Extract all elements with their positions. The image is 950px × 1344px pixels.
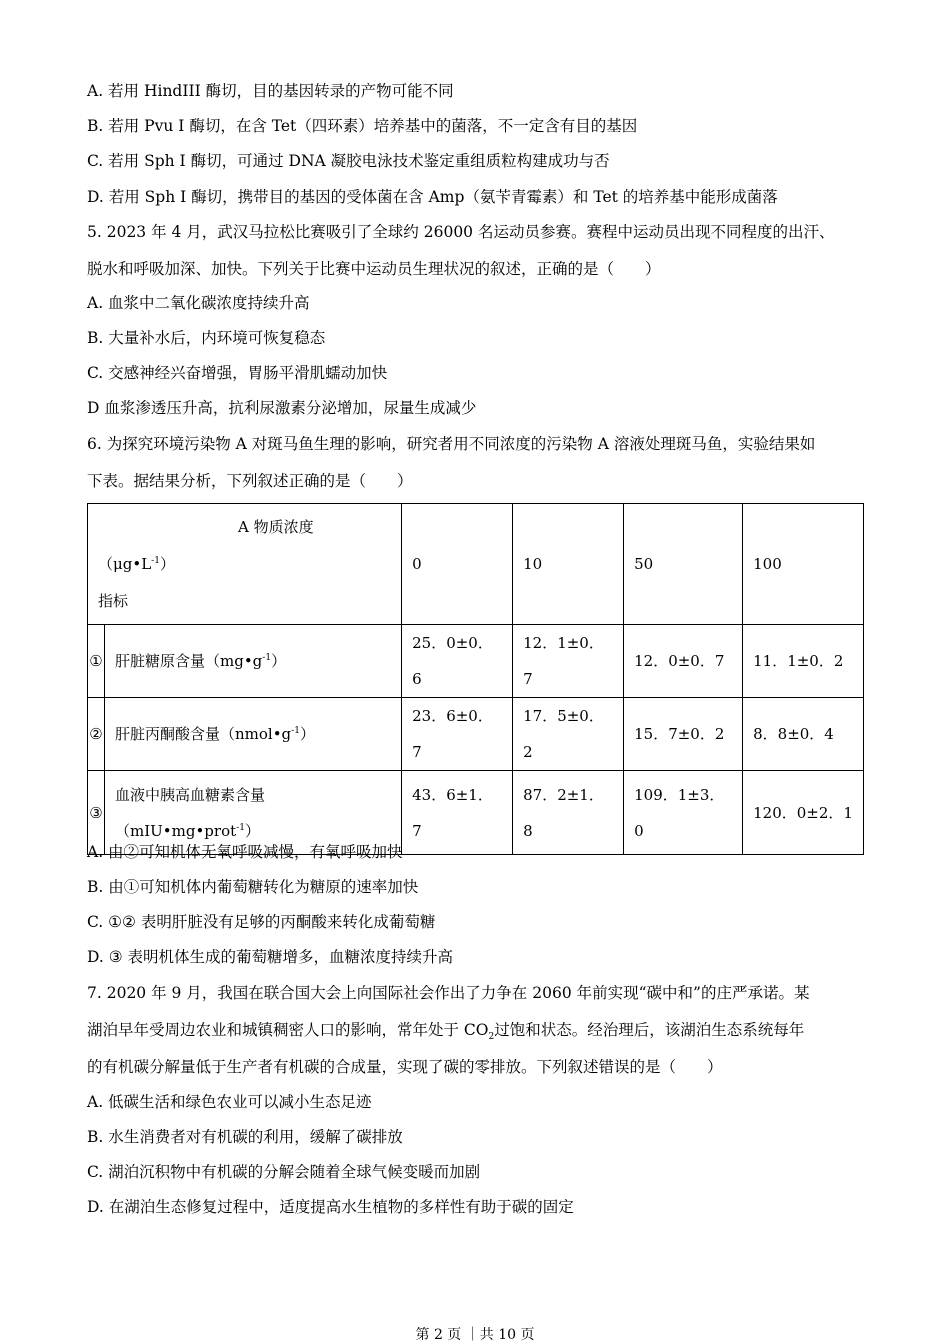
q6-option-d: D. ③ 表明机体生成的葡萄糖增多，血糖浓度持续升高	[87, 948, 454, 966]
q7-option-d: D. 在湖泊生态修复过程中，适度提高水生植物的多样性有助于碳的固定	[87, 1198, 574, 1216]
q6-option-b: B. 由①可知机体内葡萄糖转化为糖原的速率加快	[87, 878, 419, 896]
row-indicator: 血液中胰高血糖素含量 （mIU•mg•prot$^{-1}$）	[105, 771, 402, 855]
q4-option-a: A. 若用 HindIII 酶切，目的基因转录的产物可能不同	[87, 82, 454, 100]
row-indicator: 肝脏糖原含量$(mg•g^{-1})$	[105, 625, 402, 698]
row-number: ①	[88, 625, 105, 698]
header-indicator: 指标	[98, 591, 129, 610]
q5-stem-line2: 脱水和呼吸加深、加快。下列关于比赛中运动员生理状况的叙述，正确的是（ ）	[87, 260, 661, 278]
q4-option-b: B. 若用 Pvu Ⅰ 酶切，在含 Tet（四环素）培养基中的菌落，不一定含有目的基因	[87, 117, 638, 135]
header-title: A 物质浓度	[238, 517, 314, 536]
cell-value: 12．1±0．7	[513, 625, 624, 698]
row-number: ②	[88, 698, 105, 771]
q5-option-d: D 血浆渗透压升高，抗利尿激素分泌增加，尿量生成减少	[87, 399, 477, 417]
cell-value: 11．1±0．2	[743, 625, 864, 698]
table-row	[88, 698, 864, 771]
row-indicator: 肝脏丙酮酸含量$(nmol•g^{-1})$	[105, 698, 402, 771]
q7-stem-line2: 湖泊早年受周边农业和城镇稠密人口的影响，常年处于 $CO_2$过饱和状态。经治理后，该湖泊生态系统每年	[87, 1021, 805, 1043]
cell-value: 109．1±3．0	[624, 771, 743, 855]
q7-stem-line3: 的有机碳分解量低于生产者有机碳的合成量，实现了碳的零排放。下列叙述错误的是（ ）	[87, 1058, 723, 1076]
cell-value: 25．0±0．6	[402, 625, 513, 698]
q4-option-c: C. 若用 Sph Ⅰ 酶切，可通过 DNA 凝胶电泳技术鉴定重组质粒构建成功与否	[87, 152, 610, 170]
header-conc-0: 0	[402, 504, 513, 625]
q5-option-b: B. 大量补水后，内环境可恢复稳态	[87, 329, 326, 347]
header-conc-50: 50	[624, 504, 743, 625]
cell-value: 15．7±0．2	[624, 698, 743, 771]
cell-value: 23．6±0．7	[402, 698, 513, 771]
header-conc-100: 100	[743, 504, 864, 625]
table-header-row	[88, 504, 864, 625]
q6-option-c: C. ①② 表明肝脏没有足够的丙酮酸来转化成葡萄糖	[87, 913, 436, 931]
page-footer: 第 2 页 ｜共 10 页	[415, 1327, 535, 1343]
cell-value: 87．2±1．8	[513, 771, 624, 855]
q6-stem-line2: 下表。据结果分析，下列叙述正确的是（ ）	[87, 472, 413, 490]
table-row	[88, 625, 864, 698]
q6-option-a: A. 由②可知机体无氧呼吸减慢，有氧呼吸加快	[87, 843, 403, 861]
header-conc-10: 10	[513, 504, 624, 625]
cell-value: 120．0±2．1	[743, 771, 864, 855]
cell-value: 43．6±1．7	[402, 771, 513, 855]
q7-option-a: A. 低碳生活和绿色农业可以减小生态足迹	[87, 1093, 372, 1111]
header-unit: $(\mu g•L^{-1})$	[98, 554, 175, 573]
q6-stem-line1: 6. 为探究环境污染物 A 对斑马鱼生理的影响，研究者用不同浓度的污染物 A 溶液处理斑马鱼，实验结果如	[87, 435, 816, 453]
q7-option-c: C. 湖泊沉积物中有机碳的分解会随着全球气候变暖而加剧	[87, 1163, 481, 1181]
cell-value: 17．5±0．2	[513, 698, 624, 771]
cell-value: 8．8±0．4	[743, 698, 864, 771]
cell-value: 12．0±0．7	[624, 625, 743, 698]
q4-option-d: D. 若用 Sph Ⅰ 酶切，携带目的基因的受体菌在含 Amp（氨苄青霉素）和 Tet 的培养基中能形成菌落	[87, 188, 778, 206]
q5-option-a: A. 血浆中二氧化碳浓度持续升高	[87, 294, 310, 312]
row-number: ③	[88, 771, 105, 855]
q5-stem-line1: 5. 2023 年 4 月，武汉马拉松比赛吸引了全球约 26000 名运动员参赛。赛程中运动员出现不同程度的出汗、	[87, 223, 835, 241]
q7-stem-line1: 7. 2020 年 9 月，我国在联合国大会上向国际社会作出了力争在 2060 年前实现“碳中和”的庄严承诺。某	[87, 984, 810, 1002]
q5-option-c: C. 交感神经兴奋增强，胃肠平滑肌蠕动加快	[87, 364, 388, 382]
q6-data-table	[87, 503, 864, 855]
table-header-label-cell	[88, 504, 402, 625]
q7-option-b: B. 水生消费者对有机碳的利用，缓解了碳排放	[87, 1128, 403, 1146]
